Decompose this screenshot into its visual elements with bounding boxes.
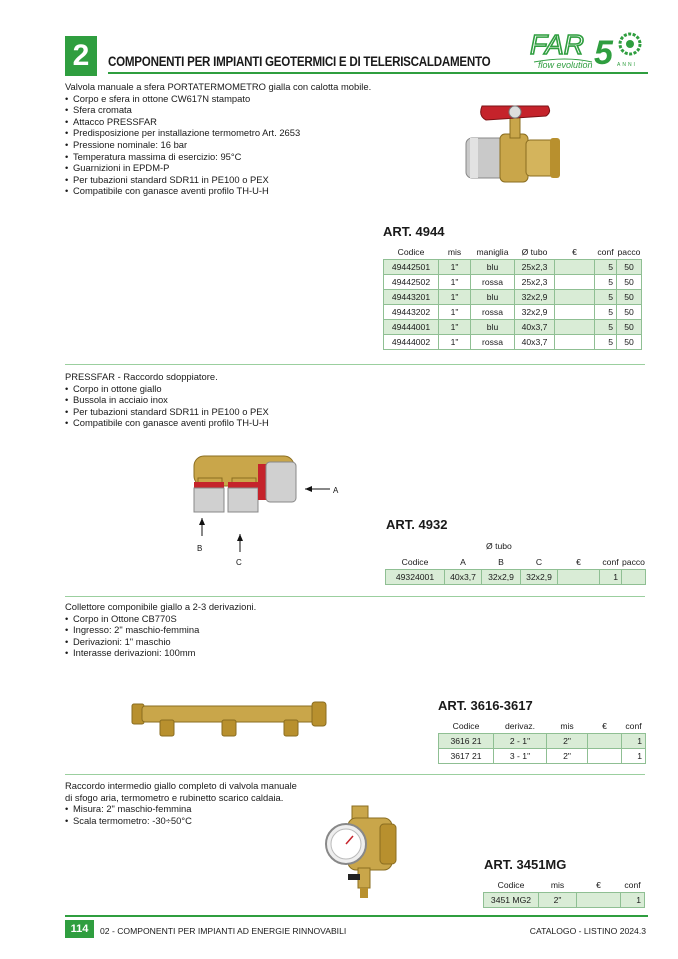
cell-size: 1" [439,290,471,305]
product-features [65,613,395,659]
feature-item: • Corpo e sfera in ottone CW617N stampato [65,93,395,105]
cell-handle: rossa [471,275,515,290]
logo-number-five: 5 [594,34,613,72]
cell-pipe: 25x2,3 [515,275,555,290]
cell-pack: 50 [617,335,642,350]
cell-code: 3617 21 [439,749,494,764]
feature-item: • Per tubazioni standard SDR11 in PE100 o PEX [65,406,395,418]
product-features [65,383,395,429]
cell-code: 49442502 [384,275,439,290]
cell-outlets: 2 - 1" [494,734,547,749]
cell-code: 49443202 [384,305,439,320]
cell-pack [622,570,646,585]
product-description-4932 [65,371,395,429]
column-header: € [596,880,601,890]
cell-size: 1" [439,320,471,335]
cell-price [555,305,595,320]
cell-handle: blu [471,290,515,305]
cell-price [588,749,622,764]
logo-text: FAR [530,29,584,60]
cell-pack: 50 [617,260,642,275]
product-intro: Collettore componibile giallo a 2-3 derivazioni. [65,601,257,612]
article-title-4944: ART. 4944 [383,224,445,239]
cell-code: 49324001 [386,570,445,585]
feature-item: • Corpo in Ottone CB770S [65,613,395,625]
cell-size: 2" [547,749,588,764]
cell-price [588,734,622,749]
column-header: Codice [401,557,429,567]
cell-conf: 5 [595,290,617,305]
column-header: € [572,247,577,257]
cell-conf: 5 [595,305,617,320]
table-row [384,320,642,335]
product-intro: Raccordo intermedio giallo completo di valvola manuale di sfogo aria, termometro e rubinetto scarico caldaia. [65,780,297,803]
cell-code: 49442501 [384,260,439,275]
product-intro: PRESSFAR - Raccordo sdoppiatore. [65,371,218,382]
cell-conf: 5 [595,335,617,350]
feature-item: • Per tubazioni standard SDR11 in PE100 o PEX [65,174,395,186]
column-header: mis [560,721,574,731]
cell-conf: 1 [622,749,646,764]
cell-conf: 5 [595,275,617,290]
column-header: conf [602,557,619,567]
table-row [384,290,642,305]
cell-conf: 5 [595,320,617,335]
column-header: Codice [497,880,525,890]
price-table-4944 [383,245,642,350]
title-divider [108,72,648,74]
price-table-3451 [483,878,645,908]
cell-pipe: 40x3,7 [515,335,555,350]
column-header: conf [597,247,614,257]
table-row [384,275,642,290]
column-header: Codice [397,247,425,257]
pipe-group-label: Ø tubo [486,541,512,551]
cell-pipe: 40x3,7 [515,320,555,335]
price-table-4932 [385,555,646,585]
cell-conf: 1 [600,570,622,585]
logo-tagline: flow evolution [538,60,593,70]
article-title-3616: ART. 3616-3617 [438,698,533,713]
cell-size: 1" [439,305,471,320]
feature-item: • Compatibile con ganasce aventi profilo TH-U-H [65,185,395,197]
feature-item: • Compatibile con ganasce aventi profilo TH-U-H [65,417,395,429]
cell-price [558,570,600,585]
table-row [484,893,645,908]
product-description-4944 [65,81,395,197]
product-intro: Valvola manuale a sfera PORTATERMOMETRO gialla con calotta mobile. [65,81,372,92]
table-row [384,260,642,275]
cell-price [555,260,595,275]
cell-code: 3451 MG2 [484,893,539,908]
column-header: Ø tubo [521,247,548,257]
column-header: B [498,557,504,567]
article-title-3451: ART. 3451MG [484,857,567,872]
cell-conf: 5 [595,260,617,275]
cell-pipe: 32x2,9 [515,290,555,305]
feature-item: • Pressione nominale: 16 bar [65,139,395,151]
table-row [384,335,642,350]
column-header: pacco [617,247,641,257]
feature-item: • Predisposizione per installazione termometro Art. 2653 [65,127,395,139]
footer-catalog-label: CATALOGO - LISTINO 2024.3 [529,926,646,936]
cell-conf: 1 [622,734,646,749]
section-separator [65,774,645,775]
feature-item: • Scala termometro: -30÷50°C [65,815,305,827]
feature-item: • Misura: 2" maschio-femmina [65,803,305,815]
page-number: 114 [65,920,94,938]
cell-size: 1" [439,275,471,290]
cell-conf: 1 [621,893,645,908]
price-table-3616 [438,719,646,764]
cell-price [577,893,621,908]
feature-item: • Attacco PRESSFAR [65,116,395,128]
product-features [65,93,395,197]
cell-code: 49443201 [384,290,439,305]
cell-price [555,335,595,350]
feature-item: • Derivazioni: 1" maschio [65,636,395,648]
cell-handle: blu [471,260,515,275]
column-header: conf [624,880,641,890]
cell-code: 3616 21 [439,734,494,749]
cell-price [555,275,595,290]
feature-item: • Corpo in ottone giallo [65,383,395,395]
footer-section-title: 02 - COMPONENTI PER IMPIANTI AD ENERGIE RINNOVABILI [100,926,347,936]
table-row [384,305,642,320]
feature-item: • Sfera cromata [65,104,395,116]
section-number-badge: 2 [65,36,97,76]
column-header: € [602,721,607,731]
product-description-3451 [65,780,305,826]
column-header: mis [447,247,462,257]
section-separator [65,364,645,365]
page-title: COMPONENTI PER IMPIANTI GEOTERMICI E DI TELERISCALDAMENTO [108,54,491,69]
cell-handle: rossa [471,305,515,320]
intermediate-fitting-image [322,804,402,900]
feature-item: • Temperatura massima di esercizio: 95°C [65,151,395,163]
table-row [439,749,646,764]
cell-pack: 50 [617,305,642,320]
footer-divider [65,915,648,917]
feature-item: • Guarnizioni in EPDM-P [65,162,395,174]
product-features [65,803,305,826]
column-header: Codice [452,721,480,731]
cell-pack: 50 [617,275,642,290]
cell-pipe: 25x2,3 [515,260,555,275]
column-header: mis [550,880,565,890]
cell-size: 2" [547,734,588,749]
ball-valve-image [460,98,570,198]
cell-pack: 50 [617,320,642,335]
table-row [439,734,646,749]
column-header: C [535,557,543,567]
feature-item: • Interasse derivazioni: 100mm [65,647,395,659]
cell-handle: rossa [471,335,515,350]
column-header: A [460,557,466,567]
cell-price [555,290,595,305]
cell-code: 49444001 [384,320,439,335]
article-title-4932: ART. 4932 [386,517,448,532]
cell-size: 1" [439,260,471,275]
column-header: pacco [622,557,645,567]
logo-small-text: ANNI [617,62,637,68]
cell-outlets: 3 - 1" [494,749,547,764]
cell-size: 1" [439,335,471,350]
splitter-fitting-image [180,448,350,573]
label-c: C [236,558,242,567]
cell-code: 49444002 [384,335,439,350]
cell-handle: blu [471,320,515,335]
label-a: A [333,486,339,495]
product-description-3616 [65,601,395,659]
manifold-image [132,700,328,742]
cell-a: 40x3,7 [445,570,482,585]
table-row [386,570,646,585]
column-header: maniglia [476,247,509,257]
cell-c: 32x2,9 [521,570,558,585]
cell-pipe: 32x2,9 [515,305,555,320]
section-separator [65,596,645,597]
column-header: € [576,557,581,567]
cell-b: 32x2,9 [482,570,521,585]
cell-price [555,320,595,335]
column-header: derivaz. [504,721,536,731]
label-b: B [197,544,203,553]
feature-item: • Bussola in acciaio inox [65,394,395,406]
column-header: conf [625,721,642,731]
cell-size: 2" [539,893,577,908]
feature-item: • Ingresso: 2" maschio-femmina [65,624,395,636]
cell-pack: 50 [617,290,642,305]
